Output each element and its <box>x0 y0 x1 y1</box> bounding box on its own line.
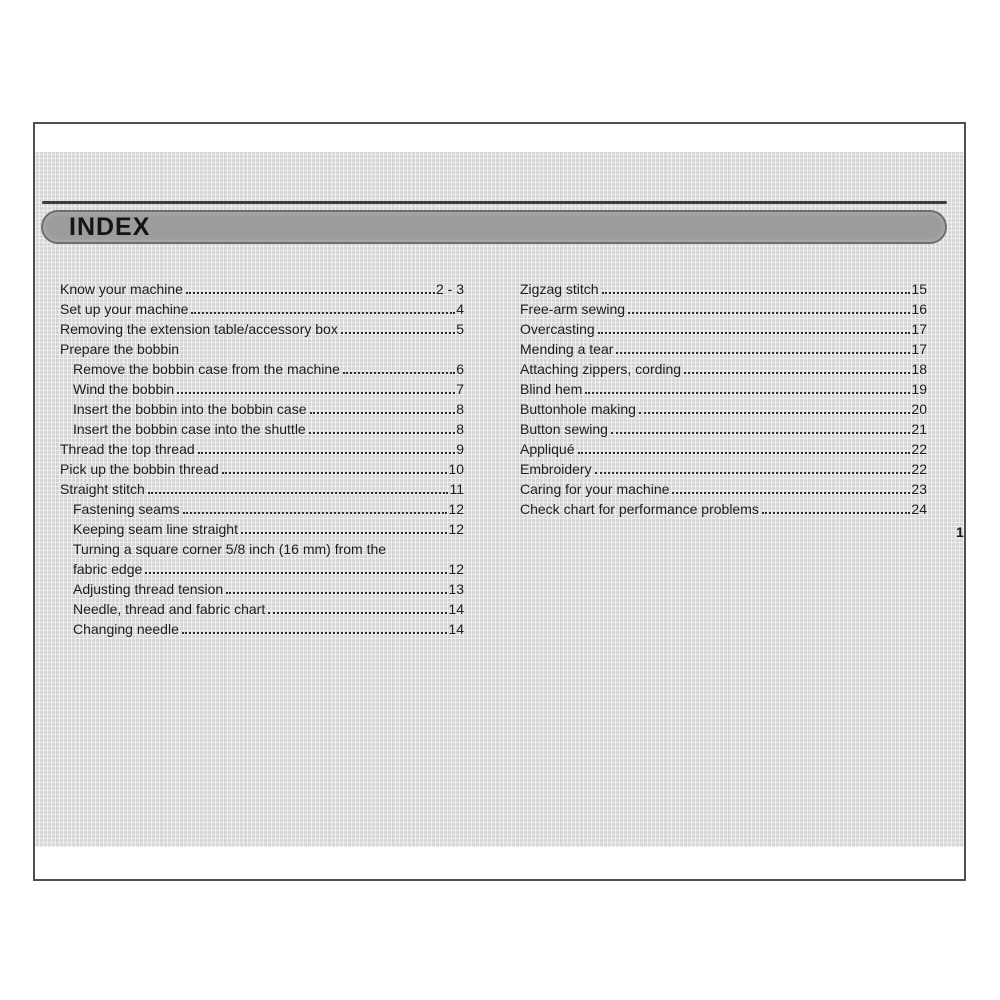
toc-entry-page: 10 <box>448 461 464 477</box>
toc-entry <box>60 517 464 537</box>
toc-entry-page: 7 <box>456 381 464 397</box>
toc-entry <box>60 457 464 477</box>
toc-entry-page: 8 <box>456 401 464 417</box>
dot-leader <box>762 512 911 514</box>
page-title: INDEX <box>69 213 151 241</box>
toc-entry-label: Turning a square corner 5/8 inch (16 mm) from the <box>73 541 387 557</box>
toc-entry-label: Zigzag stitch <box>520 281 599 297</box>
toc-entry-label: Free-arm sewing <box>520 301 626 317</box>
toc-entry-page: 4 <box>456 301 464 317</box>
toc-entry-page: 21 <box>911 421 927 437</box>
dot-leader <box>145 572 447 574</box>
toc-entry <box>60 277 464 297</box>
toc-entry-page: 14 <box>448 601 464 617</box>
toc-entry <box>60 577 464 597</box>
toc-entry <box>60 617 464 637</box>
toc-entry-label: Fastening seams <box>73 501 180 517</box>
toc-entry <box>520 357 927 377</box>
toc-entry-label: Pick up the bobbin thread <box>60 461 219 477</box>
toc-entry <box>60 537 464 557</box>
paper-background <box>35 152 964 847</box>
toc-entry-label: Caring for your machine <box>520 481 670 497</box>
toc-entry-page: 16 <box>911 301 927 317</box>
toc-entry-label: Prepare the bobbin <box>60 341 180 357</box>
toc-entry-page: 12 <box>448 561 464 577</box>
toc-entry <box>60 357 464 377</box>
toc-entry-label: Removing the extension table/accessory box <box>60 321 338 337</box>
toc-entry <box>520 317 927 337</box>
toc-entry <box>520 417 927 437</box>
dot-leader <box>148 492 449 494</box>
dot-leader <box>226 592 447 594</box>
dot-leader <box>222 472 448 474</box>
dot-leader <box>182 632 448 634</box>
dot-leader <box>198 452 456 454</box>
toc-entry <box>520 477 927 497</box>
toc-entry-page: 5 <box>456 321 464 337</box>
toc-entry-page: 9 <box>456 441 464 457</box>
dot-leader <box>602 292 911 294</box>
dot-leader <box>309 432 455 434</box>
scan-page-border <box>33 122 966 881</box>
dot-leader <box>310 412 456 414</box>
toc-entry <box>520 437 927 457</box>
dot-leader <box>241 532 447 534</box>
toc-entry <box>60 557 464 577</box>
toc-entry <box>520 377 927 397</box>
toc-entry-page: 18 <box>911 361 927 377</box>
toc-entry-page: 14 <box>448 621 464 637</box>
dot-leader <box>186 292 435 294</box>
toc-entry-page: 22 <box>911 461 927 477</box>
toc-entry <box>60 417 464 437</box>
dot-leader <box>616 352 910 354</box>
toc-entry-page: 24 <box>911 501 927 517</box>
toc-entry <box>60 477 464 497</box>
dot-leader <box>595 472 911 474</box>
toc-entry-label: Set up your machine <box>60 301 189 317</box>
toc-entry-label: Insert the bobbin case into the shuttle <box>73 421 306 437</box>
dot-leader <box>628 312 910 314</box>
toc-entry-page: 19 <box>911 381 927 397</box>
toc-entry <box>520 457 927 477</box>
toc-entry-page: 2 - 3 <box>435 281 464 297</box>
toc-entry <box>520 277 927 297</box>
toc-entry-page: 12 <box>448 501 464 517</box>
toc-entry-page: 13 <box>448 581 464 597</box>
toc-entry <box>520 497 927 517</box>
page-number: 1 <box>956 524 964 540</box>
toc-entry-page: 23 <box>911 481 927 497</box>
toc-entry-label: Check chart for performance problems <box>520 501 759 517</box>
toc-entry <box>60 297 464 317</box>
header-rule <box>42 201 947 204</box>
toc-entry-label: Attaching zippers, cording <box>520 361 682 377</box>
toc-entry-page: 8 <box>456 421 464 437</box>
toc-entry-label: Straight stitch <box>60 481 145 497</box>
toc-entry <box>60 377 464 397</box>
toc-entry <box>60 437 464 457</box>
toc-entry <box>60 597 464 617</box>
toc-entry-page: 11 <box>449 481 464 497</box>
toc-entry-label: Insert the bobbin into the bobbin case <box>73 401 307 417</box>
toc-column-left <box>60 277 464 637</box>
toc-entry-page: 6 <box>456 361 464 377</box>
toc-entry-label: Overcasting <box>520 321 595 337</box>
toc-entry-label: Blind hem <box>520 381 583 397</box>
toc-entry-label: Thread the top thread <box>60 441 195 457</box>
toc-entry <box>520 297 927 317</box>
toc-entry-page: 12 <box>448 521 464 537</box>
dot-leader <box>268 612 447 614</box>
toc-column-right <box>520 277 927 517</box>
toc-entry-label: Adjusting thread tension <box>73 581 224 597</box>
toc-entry-page: 17 <box>911 341 927 357</box>
dot-leader <box>585 392 910 394</box>
toc-entry <box>60 337 464 357</box>
toc-entry-label: Mending a tear <box>520 341 614 357</box>
toc-entry-label: Buttonhole making <box>520 401 636 417</box>
dot-leader <box>183 512 448 514</box>
toc-entry-label: Know your machine <box>60 281 183 297</box>
dot-leader <box>578 452 911 454</box>
dot-leader <box>684 372 910 374</box>
toc-entry-label: Embroidery <box>520 461 592 477</box>
toc-entry-label: Needle, thread and fabric chart <box>73 601 266 617</box>
dot-leader <box>611 432 910 434</box>
toc-entry-label: fabric edge <box>73 561 143 577</box>
toc-entry-label: Remove the bobbin case from the machine <box>73 361 340 377</box>
dot-leader <box>598 332 911 334</box>
toc-entry-page: 20 <box>911 401 927 417</box>
toc-entry-page: 22 <box>911 441 927 457</box>
dot-leader <box>672 492 910 494</box>
index-header-pill <box>41 210 947 244</box>
toc-entry <box>520 337 927 357</box>
toc-entry-page: 15 <box>911 281 927 297</box>
dot-leader <box>639 412 910 414</box>
toc-entry <box>60 317 464 337</box>
toc-entry-label: Wind the bobbin <box>73 381 175 397</box>
dot-leader <box>191 312 455 314</box>
toc-entry-label: Keeping seam line straight <box>73 521 238 537</box>
dot-leader <box>177 392 455 394</box>
toc-entry <box>520 397 927 417</box>
toc-entry-page: 17 <box>911 321 927 337</box>
toc-entry-label: Appliqué <box>520 441 575 457</box>
dot-leader <box>341 332 455 334</box>
dot-leader <box>343 372 455 374</box>
toc-entry <box>60 497 464 517</box>
toc-entry-label: Button sewing <box>520 421 608 437</box>
toc-entry-label: Changing needle <box>73 621 179 637</box>
toc-entry <box>60 397 464 417</box>
